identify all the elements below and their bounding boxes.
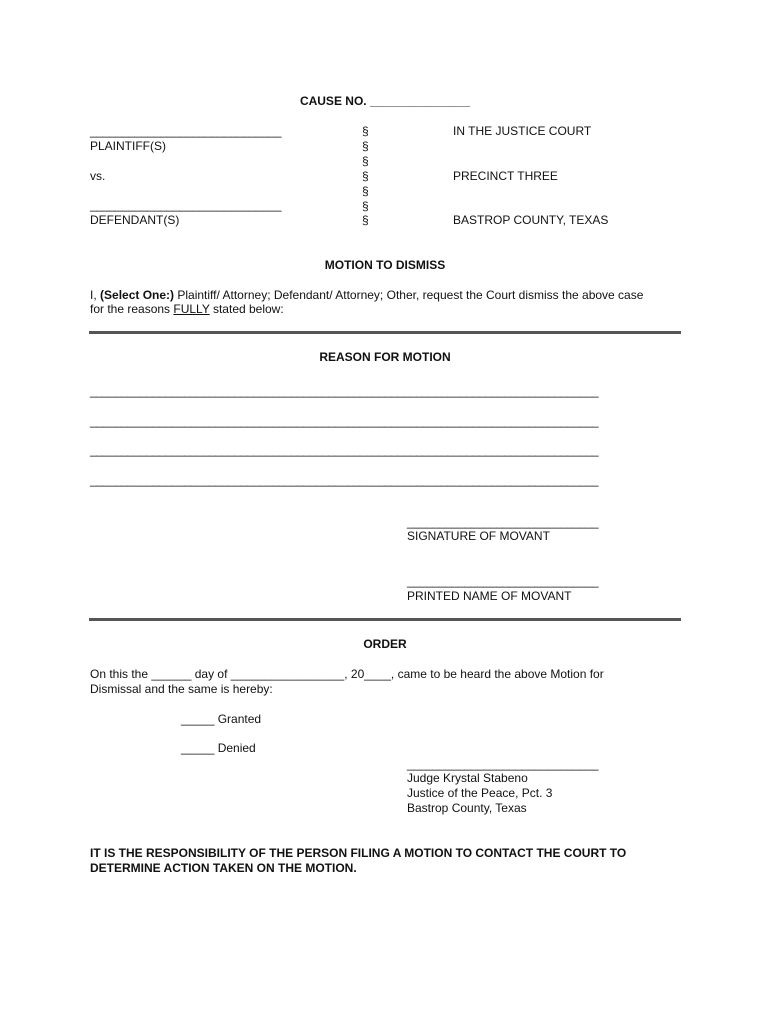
plaintiff-blank-line[interactable]: ______________________________ [90,124,282,138]
signature-label: SIGNATURE OF MOVANT [407,529,550,543]
section-divider [89,331,681,334]
section-symbol: § [362,153,369,168]
denied-option[interactable]: _____ Denied [181,741,256,755]
intro-options-text: Plaintiff/ Attorney; Defendant/ Attorney; Other, request the Court dismiss the above case [174,288,644,302]
reason-line[interactable]: _________________________________________________________________________________ [90,384,599,398]
select-one-label: (Select One:) [100,288,175,302]
section-symbol-column [362,124,369,228]
responsibility-notice-line1: IT IS THE RESPONSIBILITY OF THE PERSON FILING A MOTION TO CONTACT THE COURT TO [90,846,627,860]
reason-line[interactable]: _________________________________________________________________________________ [90,473,599,487]
printed-name-label: PRINTED NAME OF MOVANT [407,589,572,603]
section-divider [89,618,681,621]
defendant-label: DEFENDANT(S) [90,213,180,227]
county-name: BASTROP COUNTY, TEXAS [453,213,609,227]
section-symbol: § [362,198,369,213]
judge-name: Judge Krystal Stabeno [407,771,528,785]
judge-title: Justice of the Peace, Pct. 3 [407,786,553,800]
court-name: IN THE JUSTICE COURT [453,124,592,138]
reason-line[interactable]: _________________________________________________________________________________ [90,443,599,457]
section-symbol: § [362,138,369,153]
section-symbol: § [362,213,369,228]
plaintiff-label: PLAINTIFF(S) [90,139,167,153]
order-text-line2: Dismissal and the same is hereby: [90,682,273,696]
motion-title: MOTION TO DISMISS [324,258,446,272]
section-symbol: § [362,168,369,183]
order-text-line1: On this the ______ day of _________________, 20____, came to be heard the above Motion for [90,667,604,681]
printed-name-blank-line[interactable]: ______________________________ [407,574,599,588]
intro-prefix: I, [90,288,101,302]
defendant-blank-line[interactable]: ______________________________ [90,198,282,212]
cause-number: CAUSE NO. _______________ [299,94,471,108]
order-title: ORDER [363,637,407,651]
intro-line2-prefix: for the reasons [90,302,174,316]
responsibility-notice-line2: DETERMINE ACTION TAKEN ON THE MOTION. [90,861,357,875]
motion-intro-line2 [90,302,284,316]
motion-intro-line1 [90,288,643,302]
judge-county: Bastrop County, Texas [407,801,527,815]
reason-title: REASON FOR MOTION [319,350,451,364]
signature-blank-line[interactable]: ______________________________ [407,515,599,529]
section-symbol: § [362,183,369,198]
section-symbol: § [362,124,369,138]
precinct-name: PRECINCT THREE [453,169,558,183]
fully-emphasis: FULLY [173,302,210,316]
versus-label: vs. [90,169,106,183]
reason-line[interactable]: _________________________________________________________________________________ [90,414,599,428]
intro-line2-suffix: stated below: [209,302,284,316]
judge-signature-line[interactable]: ______________________________ [407,757,599,771]
granted-option[interactable]: _____ Granted [181,712,262,726]
